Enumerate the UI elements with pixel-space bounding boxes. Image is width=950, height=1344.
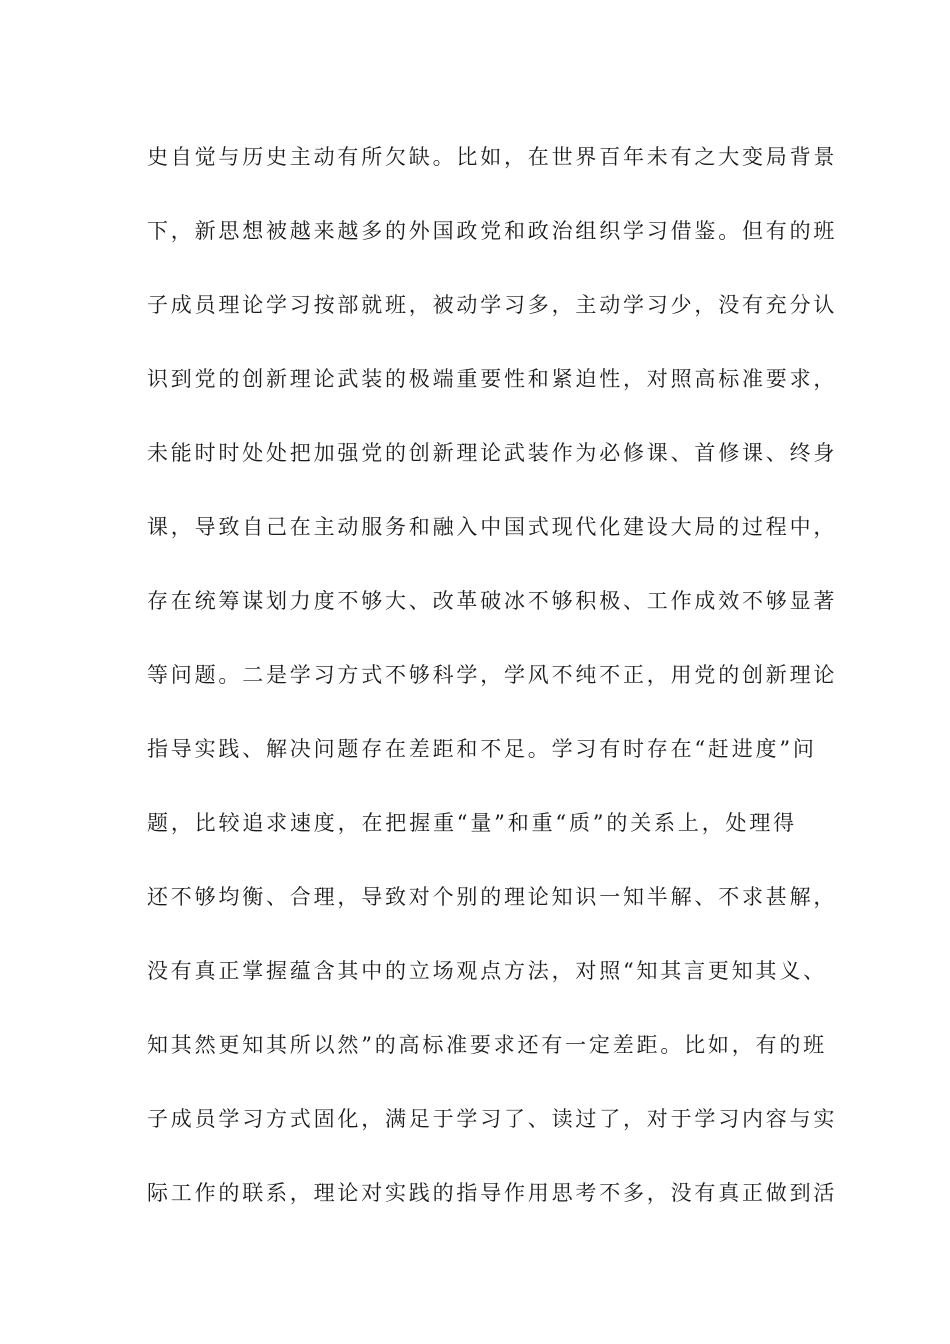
text-line: 等问题。二是学习方式不够科学，学风不纯不正，用党的创新理论 — [147, 663, 838, 687]
text-line: 课，导致自己在主动服务和融入中国式现代化建设大局的过程中， — [147, 515, 838, 539]
text-line: 下，新思想被越来越多的外国政党和政治组织学习借鉴。但有的班 — [147, 219, 838, 243]
text-line: 还不够均衡、合理，导致对个别的理论知识一知半解、不求甚解， — [147, 885, 838, 909]
text-line: 指导实践、解决问题存在差距和不足。学习有时存在“赶进度”问 — [147, 737, 817, 761]
body-text — [147, 131, 838, 1241]
text-line: 际工作的联系，理论对实践的指导作用思考不多，没有真正做到活 — [147, 1181, 838, 1205]
text-line: 存在统筹谋划力度不够大、改革破冰不够积极、工作成效不够显著 — [147, 589, 838, 613]
text-line: 题，比较追求速度，在把握重“量”和重“质”的关系上，处理得 — [147, 811, 797, 835]
text-line: 史自觉与历史主动有所欠缺。比如，在世界百年未有之大变局背景 — [147, 145, 838, 169]
text-line: 知其然更知其所以然”的高标准要求还有一定差距。比如，有的班 — [147, 1033, 827, 1057]
text-line: 子成员理论学习按部就班，被动学习多，主动学习少，没有充分认 — [147, 293, 838, 317]
text-line: 子成员学习方式固化，满足于学习了、读过了，对于学习内容与实 — [147, 1107, 838, 1131]
text-line: 没有真正掌握蕴含其中的立场观点方法，对照“知其言更知其义、 — [147, 959, 827, 983]
text-line: 识到党的创新理论武装的极端重要性和紧迫性，对照高标准要求， — [147, 367, 838, 391]
text-line: 未能时时处处把加强党的创新理论武装作为必修课、首修课、终身 — [147, 441, 838, 465]
